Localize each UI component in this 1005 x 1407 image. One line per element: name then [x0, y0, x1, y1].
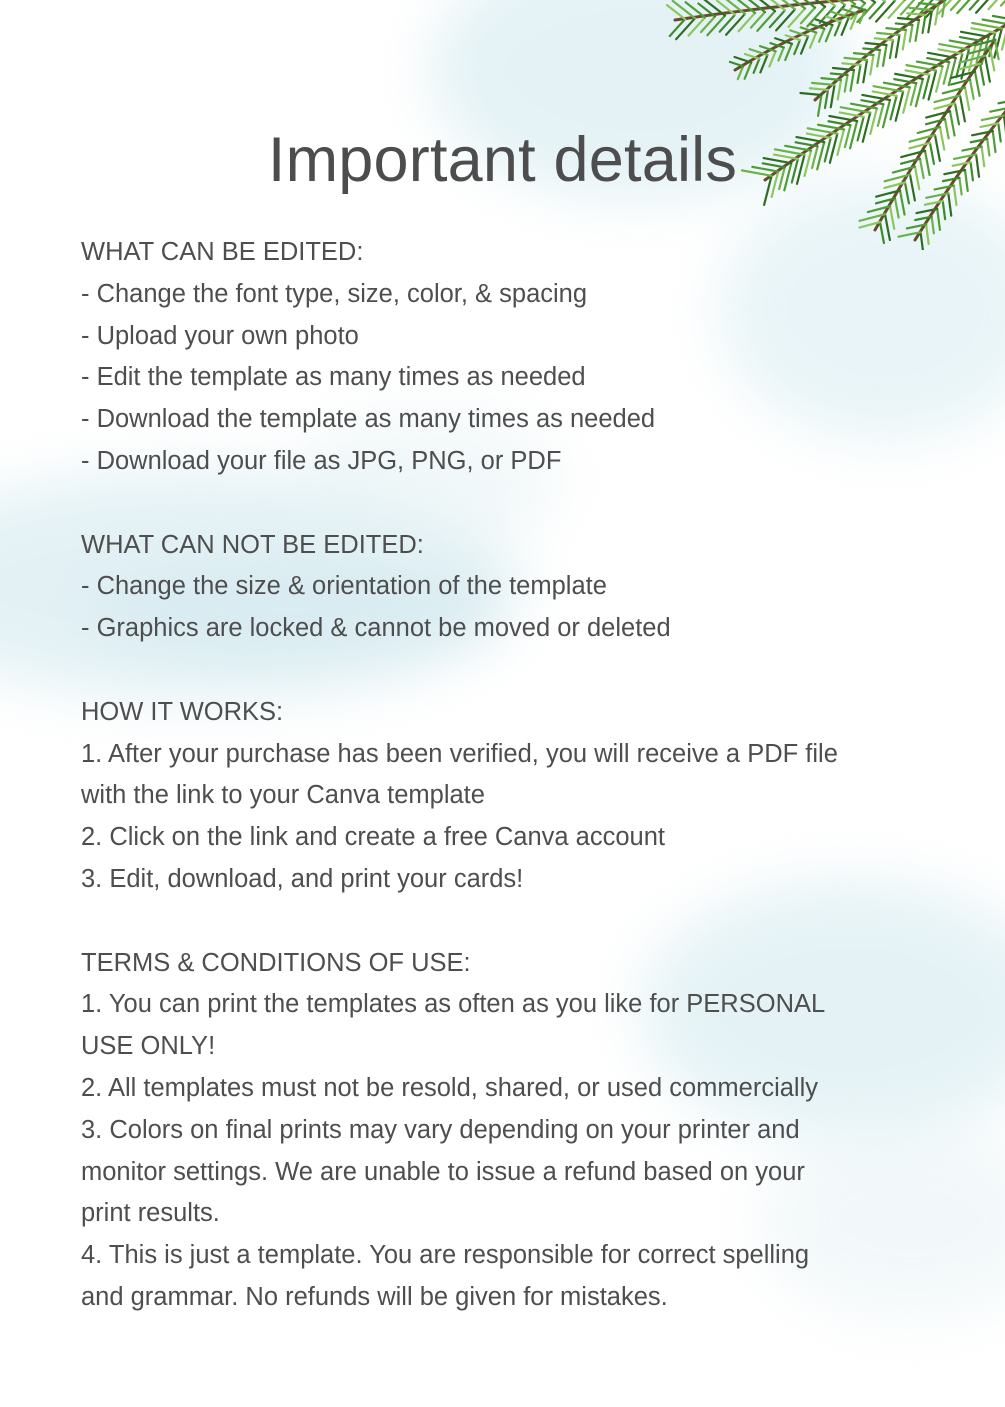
- list-item: - Download the template as many times as needed: [81, 405, 656, 434]
- section-terms-and-conditions: [81, 943, 961, 1319]
- details-content: [81, 232, 961, 1361]
- page-title: Important details: [267, 125, 738, 195]
- list-item: 1. You can print the templates as often as you like for PERSONAL: [81, 990, 826, 1019]
- list-item: - Change the font type, size, color, & spacing: [81, 279, 588, 308]
- list-item: - Upload your own photo: [81, 321, 359, 350]
- section-what-can-not-be-edited: [81, 525, 961, 650]
- list-item: 3. Colors on final prints may vary depending on your printer and: [81, 1115, 800, 1144]
- section-heading: WHAT CAN NOT BE EDITED:: [81, 530, 424, 559]
- list-item: - Change the size & orientation of the template: [81, 572, 607, 601]
- list-item: print results.: [81, 1199, 220, 1228]
- section-heading: HOW IT WORKS:: [81, 697, 284, 726]
- list-item: 3. Edit, download, and print your cards!: [81, 864, 524, 893]
- list-item: monitor settings. We are unable to issue a refund based on your: [81, 1157, 805, 1186]
- list-item: and grammar. No refunds will be given for mistakes.: [81, 1282, 668, 1311]
- list-item: USE ONLY!: [81, 1032, 216, 1061]
- section-heading: WHAT CAN BE EDITED:: [81, 238, 364, 266]
- list-item: - Graphics are locked & cannot be moved or deleted: [81, 614, 671, 643]
- list-item: - Edit the template as many times as needed: [81, 363, 586, 392]
- list-item: - Download your file as JPG, PNG, or PDF: [81, 446, 562, 475]
- section-how-it-works: [81, 692, 961, 901]
- list-item: 4. This is just a template. You are responsible for correct spelling: [81, 1241, 810, 1270]
- section-heading: TERMS & CONDITIONS OF USE:: [81, 948, 471, 977]
- list-item: 2. All templates must not be resold, shared, or used commercially: [81, 1073, 818, 1102]
- list-item: 1. After your purchase has been verified, you will receive a PDF file: [81, 739, 838, 768]
- list-item: 2. Click on the link and create a free Canva account: [81, 823, 665, 852]
- list-item: with the link to your Canva template: [81, 781, 485, 810]
- section-what-can-be-edited: [81, 232, 961, 483]
